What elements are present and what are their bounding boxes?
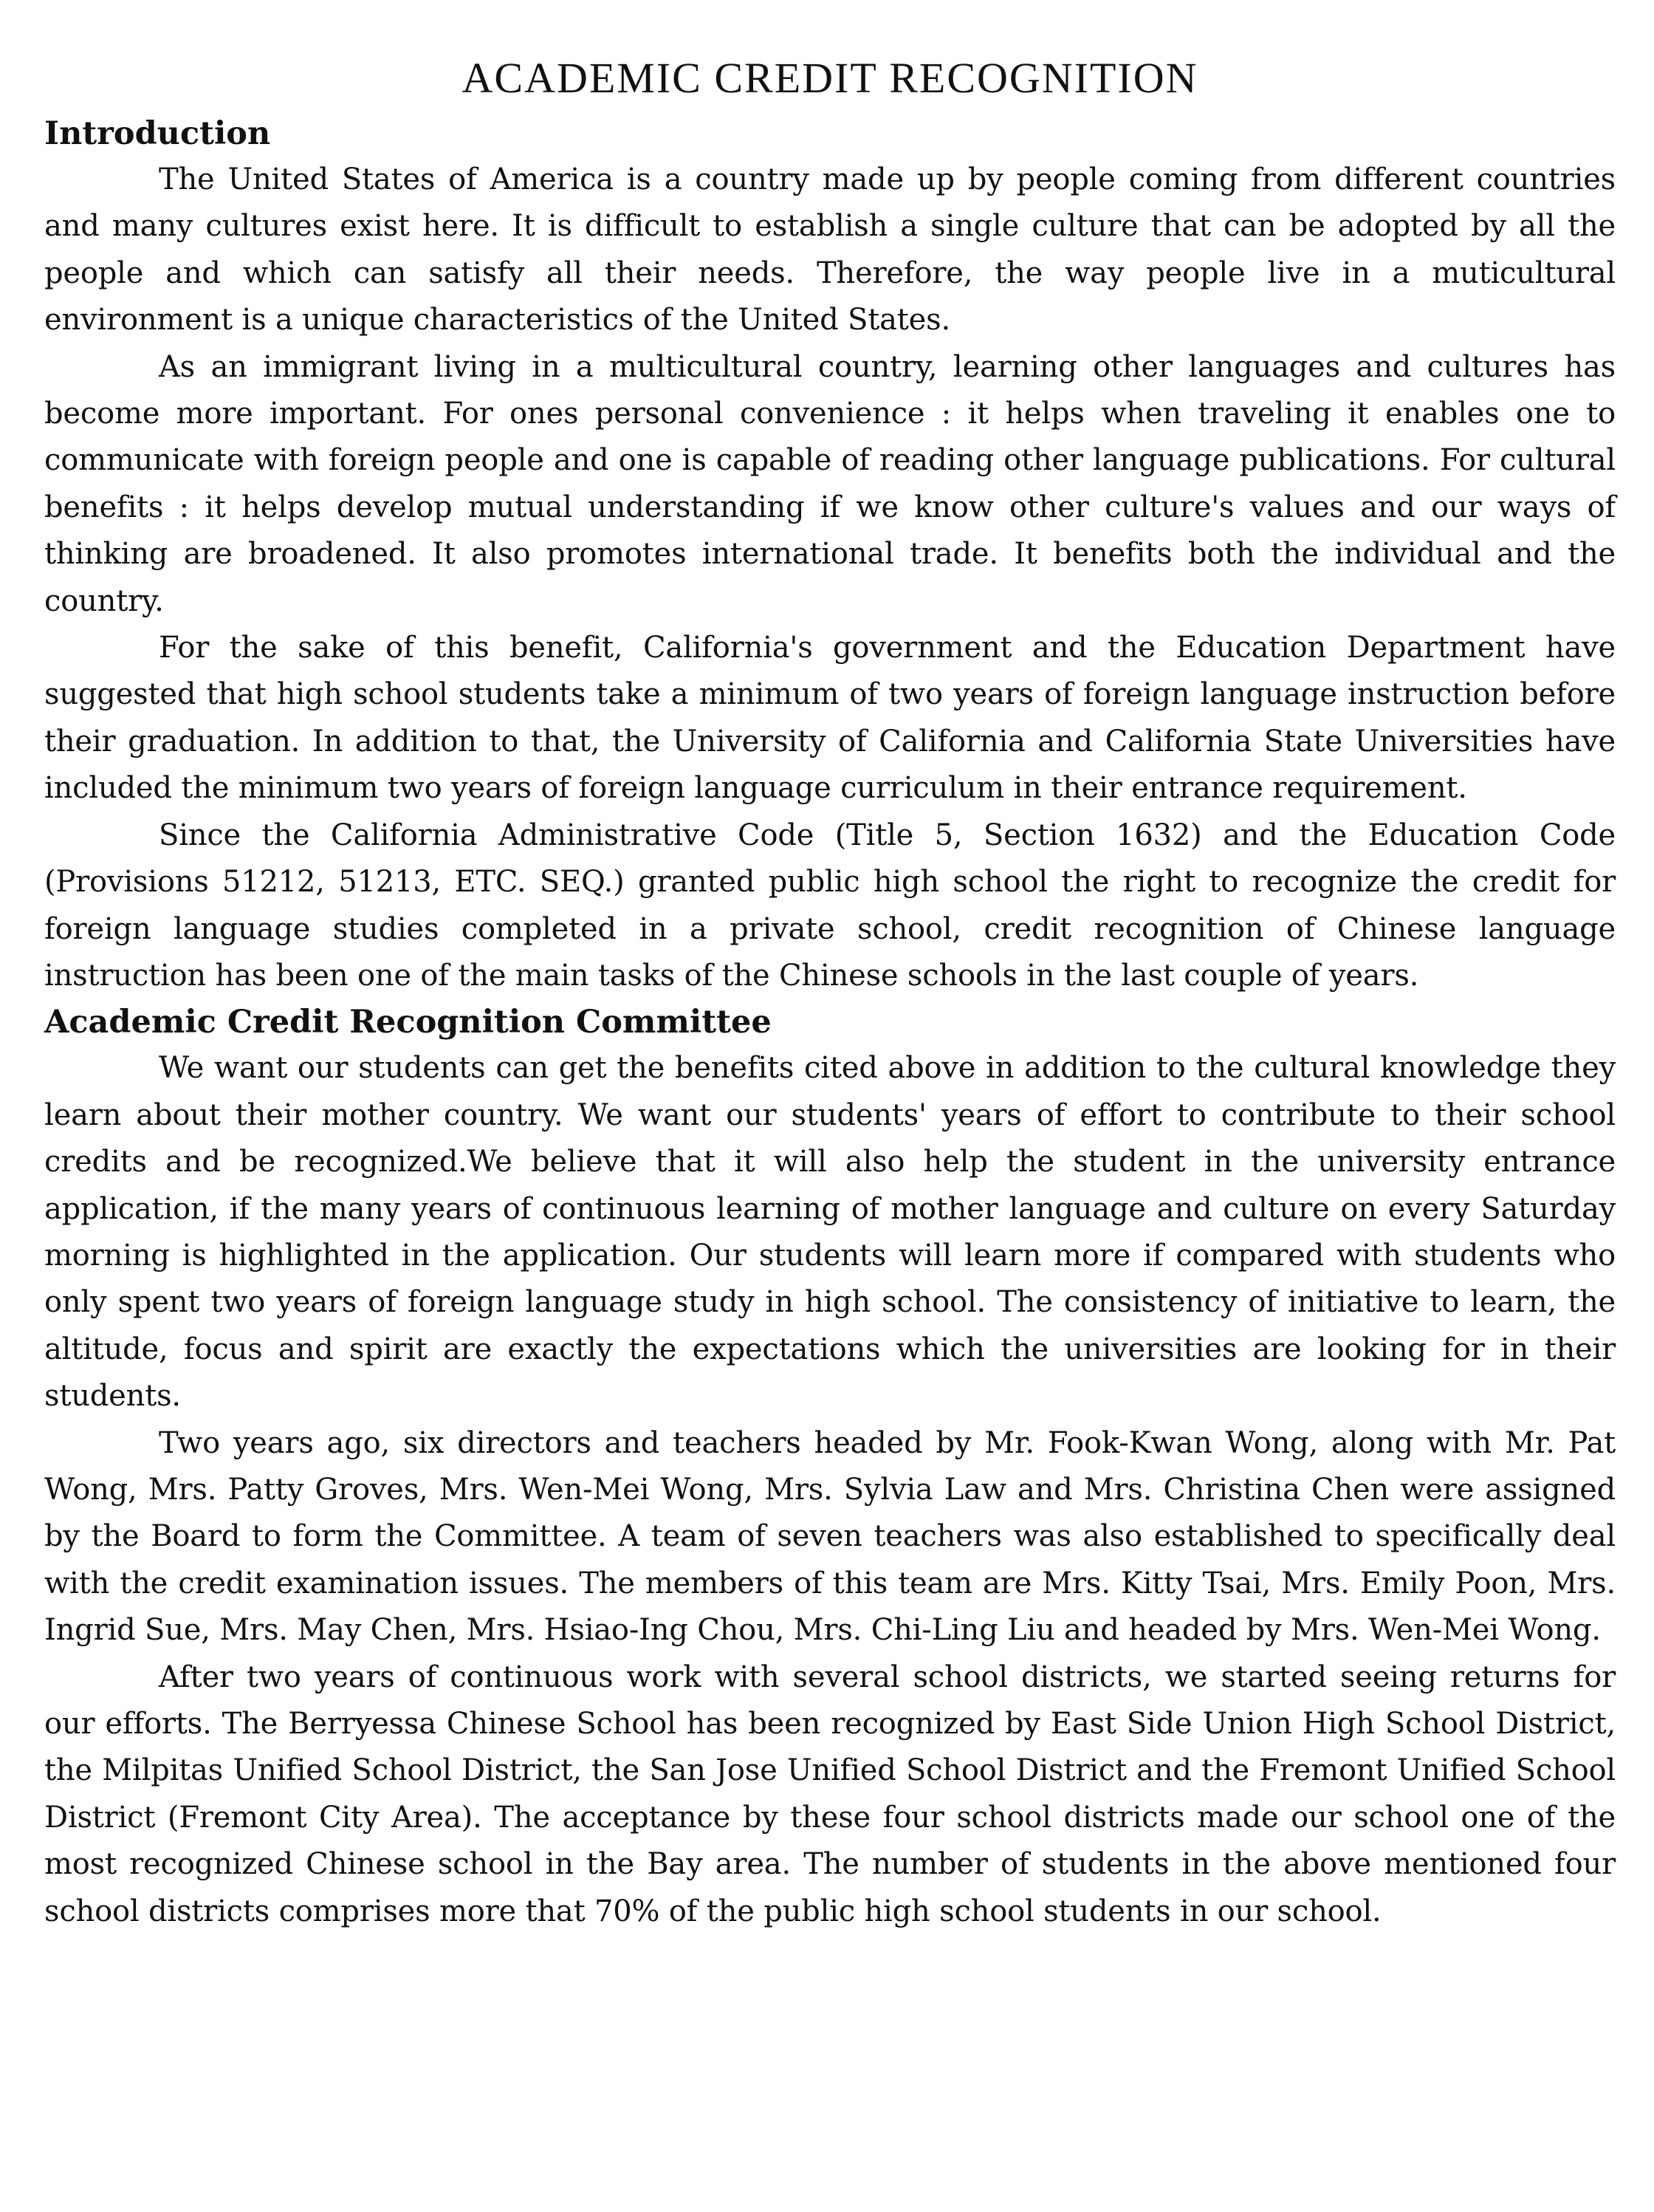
committee-paragraph-2: Two years ago, six directors and teachers headed by Mr. Fook-Kwan Wong, along with Mr. Pat Wong, Mrs. Patty Groves, Mrs. Wen-Mei Wong, Mrs. Sylvia Law and Mrs. Christina Chen were assigned by the Board to form the Committee. A team of seven teachers was also established to specifically deal with the credit examination issues. The members of this team are Mrs. Kitty Tsai, Mrs. Emily Poon, Mrs. Ingrid Sue, Mrs. May Chen, Mrs. Hsiao-Ing Chou, Mrs. Chi-Ling Liu and headed by Mrs. Wen-Mei Wong. [44,1425,1616,1648]
section-heading-introduction: Introduction [44,115,271,152]
committee-paragraph-3: After two years of continuous work with several school districts, we started seeing returns for our efforts. The Berryessa Chinese School has been recognized by East Side Union High School District, the Milpitas Unified School District, the San Jose Unified School District and the Fremont Unified School District (Fremont City Area). The acceptance by these four school districts made our school one of the most recognized Chinese school in the Bay area. The number of students in the above mentioned four school districts comprises more that 70% of the public high school students in our school. [44,1660,1616,1928]
section-heading-committee: Academic Credit Recognition Committee [44,1004,772,1041]
document-page [44,52,1616,1935]
intro-paragraph-2: As an immigrant living in a multicultural country, learning other languages and cultures has become more important. For ones personal convenience : it helps when traveling it enables one to communicate with foreign people and one is capable of reading other language publications. For cultural benefits : it helps develop mutual understanding if we know other culture's values and our ways of thinking are broadened. It also promotes international trade. It benefits both the individual and the country. [44,349,1616,618]
intro-paragraph-1: The United States of America is a country made up by people coming from different countries and many cultures exist here. It is difficult to establish a single culture that can be adopted by all the people and which can satisfy all their needs. Therefore, the way people live in a muticultural environment is a unique characteristics of the United States. [44,162,1616,338]
intro-paragraph-4: Since the California Administrative Code (Title 5, Section 1632) and the Education Code (Provisions 51212, 51213, ETC. SEQ.) granted public high school the right to recognize the credit for foreign language studies completed in a private school, credit recognition of Chinese language instruction has been one of the main tasks of the Chinese schools in the last couple of years. [44,818,1616,993]
committee-paragraph-1: We want our students can get the benefits cited above in addition to the cultural knowledge they learn about their mother country. We want our students' years of effort to contribute to their school credits and be recognized.We believe that it will also help the student in the university entrance application, if the many years of continuous learning of mother language and culture on every Saturday morning is highlighted in the application. Our students will learn more if compared with students who only spent two years of foreign language study in high school. The consistency of initiative to learn, the altitude, focus and spirit are exactly the expectations which the universities are looking for in their students. [44,1051,1616,1414]
document-title: ACADEMIC CREDIT RECOGNITION [461,54,1198,102]
intro-paragraph-3: For the sake of this benefit, California's government and the Education Department have suggested that high school students take a minimum of two years of foreign language instruction before their graduation. In addition to that, the University of California and California State Universities have included the minimum two years of foreign language curriculum in their entrance requirement. [44,631,1616,806]
